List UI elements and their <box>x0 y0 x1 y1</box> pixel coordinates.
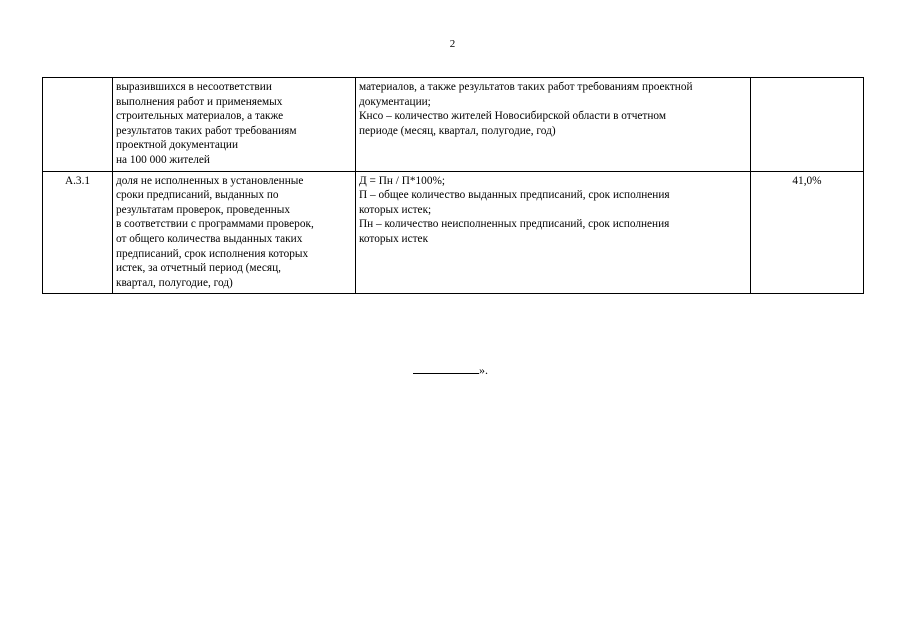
closing-line <box>413 363 488 378</box>
indicator-name <box>113 78 356 172</box>
text-line: результатов таких работ требованиям <box>116 124 297 137</box>
indicator-formula <box>356 171 751 294</box>
indicator-code <box>43 78 113 172</box>
closing-mark: ». <box>479 363 488 377</box>
indicator-value: 41,0% <box>751 171 864 294</box>
text-line: которых истек; <box>359 203 432 216</box>
text-line: доля не исполненных в установленные <box>116 174 304 187</box>
text-line: выполнения работ и применяемых <box>116 95 283 108</box>
text-line: истек, за отчетный период (месяц, <box>116 262 281 275</box>
table-row <box>43 78 864 172</box>
indicator-code: А.3.1 <box>43 171 113 294</box>
text-line: которых истек <box>359 232 429 245</box>
indicator-value <box>751 78 864 172</box>
page-number: 2 <box>449 38 456 50</box>
text-line: на 100 000 жителей <box>116 153 210 166</box>
text-line: предписаний, срок исполнения которых <box>116 247 309 260</box>
indicator-name <box>113 171 356 294</box>
text-line: строительных материалов, а также <box>116 110 284 123</box>
text-line: от общего количества выданных таких <box>116 232 303 245</box>
text-line: Д = Пн / П*100%; <box>359 174 446 187</box>
text-line: материалов, а также результатов таких работ требованиям проектной <box>359 81 693 93</box>
text-line: выразившихся в несоответствии <box>116 81 272 93</box>
text-line: документации; <box>359 95 431 108</box>
text-line: сроки предписаний, выданных по <box>116 189 279 202</box>
indicator-formula <box>356 78 751 172</box>
table-row <box>43 171 864 294</box>
text-line: периоде (месяц, квартал, полугодие, год) <box>359 124 556 137</box>
indicators-table <box>42 77 864 294</box>
text-line: в соответствии с программами проверок, <box>116 218 314 231</box>
text-line: проектной документации <box>116 139 238 152</box>
text-line: Кнсо – количество жителей Новосибирской области в отчетном <box>359 110 667 123</box>
signature-rule <box>413 363 479 374</box>
text-line: Пн – количество неисполненных предписаний, срок исполнения <box>359 218 670 231</box>
text-line: квартал, полугодие, год) <box>116 276 233 289</box>
text-line: П – общее количество выданных предписаний, срок исполнения <box>359 189 670 202</box>
text-line: результатам проверок, проведенных <box>116 203 291 216</box>
